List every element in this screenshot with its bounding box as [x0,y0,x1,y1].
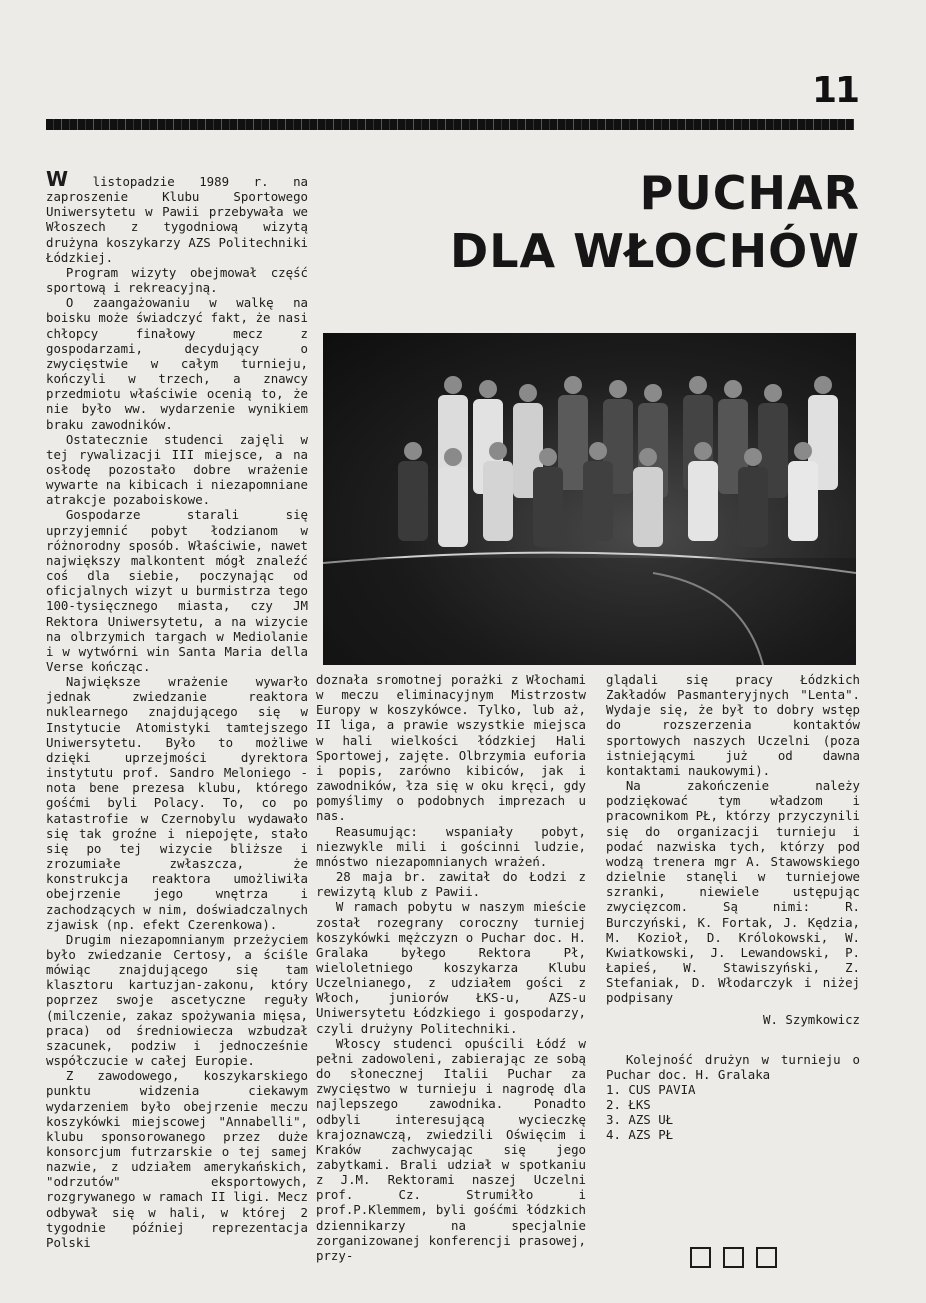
player-head [404,442,422,460]
headline [390,164,860,280]
end-square-icon [756,1247,777,1268]
player-head [764,384,782,402]
player-head [814,376,832,394]
player-head [539,448,557,466]
paragraph: Największe wrażenie wywarło jednak zwiedzanie reaktora nuklearnego znajdującego się w Instytucie Atomistyki tamtejszego Uniwersytetu. Było to możliwe dzięki uprzejmości dyrektora instytutu prof. Sandro Meloniego - nota bene prezesa klubu, którego gośćmi byli Polacy. To, co po katastrofie w Czernobylu wydawało się tak groźne i niepojęte, stało się po tej wizycie bliższe i zrozumiałe zwłaszcza, że konstrukcja reaktora umożliwiła obejrzenie jego wnętrza i zachodzących w nim, doświadczalnych zjawisk (np. efekt Czerenkowa). [46,674,308,932]
paragraph: Na zakończenie należy podziękować tym władzom i pracownikom PŁ, którzy przyczynili się do organizacji turnieju i podać nazwiska tych, którzy pod wodzą trenera mgr A. Stawowskiego dzielnie stanęli w turniejowe szranki, niewiele ustępując zwycięzcom. Są nimi: R. Burczyński, K. Fortak, J. Kędzia, M. Kozioł, D. Królokowski, W. Kwiatkowski, J. Lewandowski, P. Łapieś, W. Stawiszyński, Z. Stefaniak, D. Włodarczyk i niżej podpisany [606,778,860,1006]
paragraph: Z zawodowego, koszykarskiego punktu widzenia ciekawym wydarzeniem było obejrzenie meczu koszykówki miejscowej "Annabelli", klubu sponsorowanego przez duże konsorcjum futrzarskie o tej samej nazwie, z udziałem amerykańskich, "odrzutów" eksportowych, rozgrywanego w ramach II ligi. Mecz odbywał się w hali, w której 2 tygodnie później reprezentacja Polski [46,1068,308,1250]
player-body [533,467,563,547]
player-body [483,461,513,541]
standings-box [606,1052,860,1143]
standings-heading: Kolejność drużyn w turnieju o Puchar doc. H. Gralaka [606,1051,860,1082]
paragraph: Drugim niezapomnianym przeżyciem było zwiedzanie Certosy, a ściśle mówiąc znajdującego się tam klasztoru kartuzjan-zakonu, który poprzez swoje ascetyczne reguły (milczenie, zakaz spożywania mięsa, praca) od średniowiecza wzbudzał szacunek, podziw i jednocześnie współczucie w całej Europie. [46,931,308,1069]
player-body [398,461,428,541]
page-number: 11 [812,70,859,111]
paragraph: Reasumując: wspaniały pobyt, niezwykle mili i gościnni ludzie, mnóstwo niezapomnianych wrażeń. [316,823,586,869]
standings-item: 4. AZS PŁ [606,1127,674,1143]
paragraph-text: listopadzie 1989 r. na zaproszenie Klubu Sportowego Uniwersytetu w Pawii przebywała we Włoszech z tygodniową wizytą drużyna koszykarzy AZS Politechniki Łódzkiej. [46,174,308,265]
player-head [694,442,712,460]
team-photo [323,333,856,665]
player-head [444,376,462,394]
end-marks [606,1247,860,1268]
standings-item: 2. ŁKS [606,1097,651,1113]
player-head [639,448,657,466]
player-head [479,380,497,398]
paragraph: Program wizyty obejmował część sportową i rekreacyjną. [46,264,308,296]
player-head [644,384,662,402]
header-rule [46,119,854,130]
player-body [788,461,818,541]
player-head [724,380,742,398]
standings-list [606,1082,860,1143]
player-head [444,448,462,466]
paragraph [46,167,308,265]
player-head [744,448,762,466]
paragraph: doznała sromotnej porażki z Włochami w meczu eliminacyjnym Mistrzostw Europy w koszykówce. Tylko, lub aż, II liga, a prawie wszystkie miejsca w hali wielkości łódzkiej Hali Sportowej, zajęte. Olbrzymia euforia i popis, zarówno kibiców, jak i zawodników, łza się w oku kręci, gdy pomyślimy o podobnych imprezach u nas. [316,672,586,824]
player-body [633,467,663,547]
paragraph: Włoscy studenci opuścili Łódź w pełni zadowoleni, zabierając ze sobą do słonecznej Italii Puchar za zwycięstwo w turnieju i nagrodę dla najlepszego zawodnika. Ponadto odbyli interesującą wycieczkę krajoznawczą, zwiedzili Oświęcim i Kraków zachwycając się jego zabytkami. Brali udział w spotkaniu z J.M. Rektorami naszej Uczelni prof. Cz. Strumiłło i prof.P.Klemmem, byli gośćmi łódzkich dziennikarzy na specjalnie zorganizowanej konferencji prasowej, przy- [316,1035,586,1263]
player-head [689,376,707,394]
paragraph: Ostatecznie studenci zajęli w tej rywalizacji III miejsce, a na osłodę pozostało dobre wrażenie wywarte na kibicach i niezapomniane atrakcje pozaboiskowe. [46,431,308,508]
dropcap: W [46,167,69,191]
player-body [583,461,613,541]
end-square-icon [723,1247,744,1268]
standings-item: 3. AZS UŁ [606,1112,674,1128]
article-column-1 [46,167,308,1250]
author-signature: W. Szymkowicz [763,1012,860,1028]
player-body [688,461,718,541]
player-body [438,467,468,547]
end-square-icon [690,1247,711,1268]
player-head [564,376,582,394]
player-head [489,442,507,460]
article-column-3 [606,672,860,1268]
paragraph: O zaangażowaniu w walkę na boisku może świadczyć fakt, że nasi chłopcy finałowy mecz z gospodarzami, decydujący o zwycięstwie w całym turnieju, kończyli w trzech, a znawcy przedmiotu właściwie ocenią to, że nie było ww. wydarzenie wynikiem braku zawodników. [46,295,308,432]
player-head [519,384,537,402]
player-body [738,467,768,547]
player-head [589,442,607,460]
paragraph: 28 maja br. zawitał do Łodzi z rewizytą klub z Pawii. [316,869,586,900]
standings-item: 1. CUS PAVIA [606,1081,696,1097]
paragraph: W ramach pobytu w naszym mieście został rozegrany coroczny turniej koszykówki mężczyzn o Puchar doc. H. Gralaka byłego Rektora Pł, wieloletniego koszykarza Klubu Uczelnianego, z udziałem gości z Włoch, juniorów ŁKS-u, AZS-u Uniwersytetu Łódzkiego i gospodarzy, czyli drużyny Politechniki. [316,899,586,1036]
article-column-2 [316,672,586,1263]
paragraph: glądali się pracy Łódzkich Zakładów Pasmanteryjnych "Lenta". Wydaje się, że był to dobry wstęp do rozszerzenia kontaktów sportowych naszych Uczelni (poza istniejącymi już od dawna kontaktami naukowymi). [606,672,860,778]
headline-line-1: PUCHAR [639,166,860,220]
player-head [794,442,812,460]
headline-line-2: DLA WŁOCHÓW [450,224,860,278]
player-head [609,380,627,398]
paragraph: Gospodarze starali się uprzyjemnić pobyt łodzianom w różnorodny sposób. Właściwie, nawet największy malkontent mógł znaleźć coś dla siebie, poczynając od oficjalnych wizyt u burmistrza tego 100-tysięcznego miasta, czy JM Rektora Uniwersytetu, a na wizycie na olbrzymich targach w Mediolanie i w wytwórni win Santa Maria della Verse kończąc. [46,507,308,674]
